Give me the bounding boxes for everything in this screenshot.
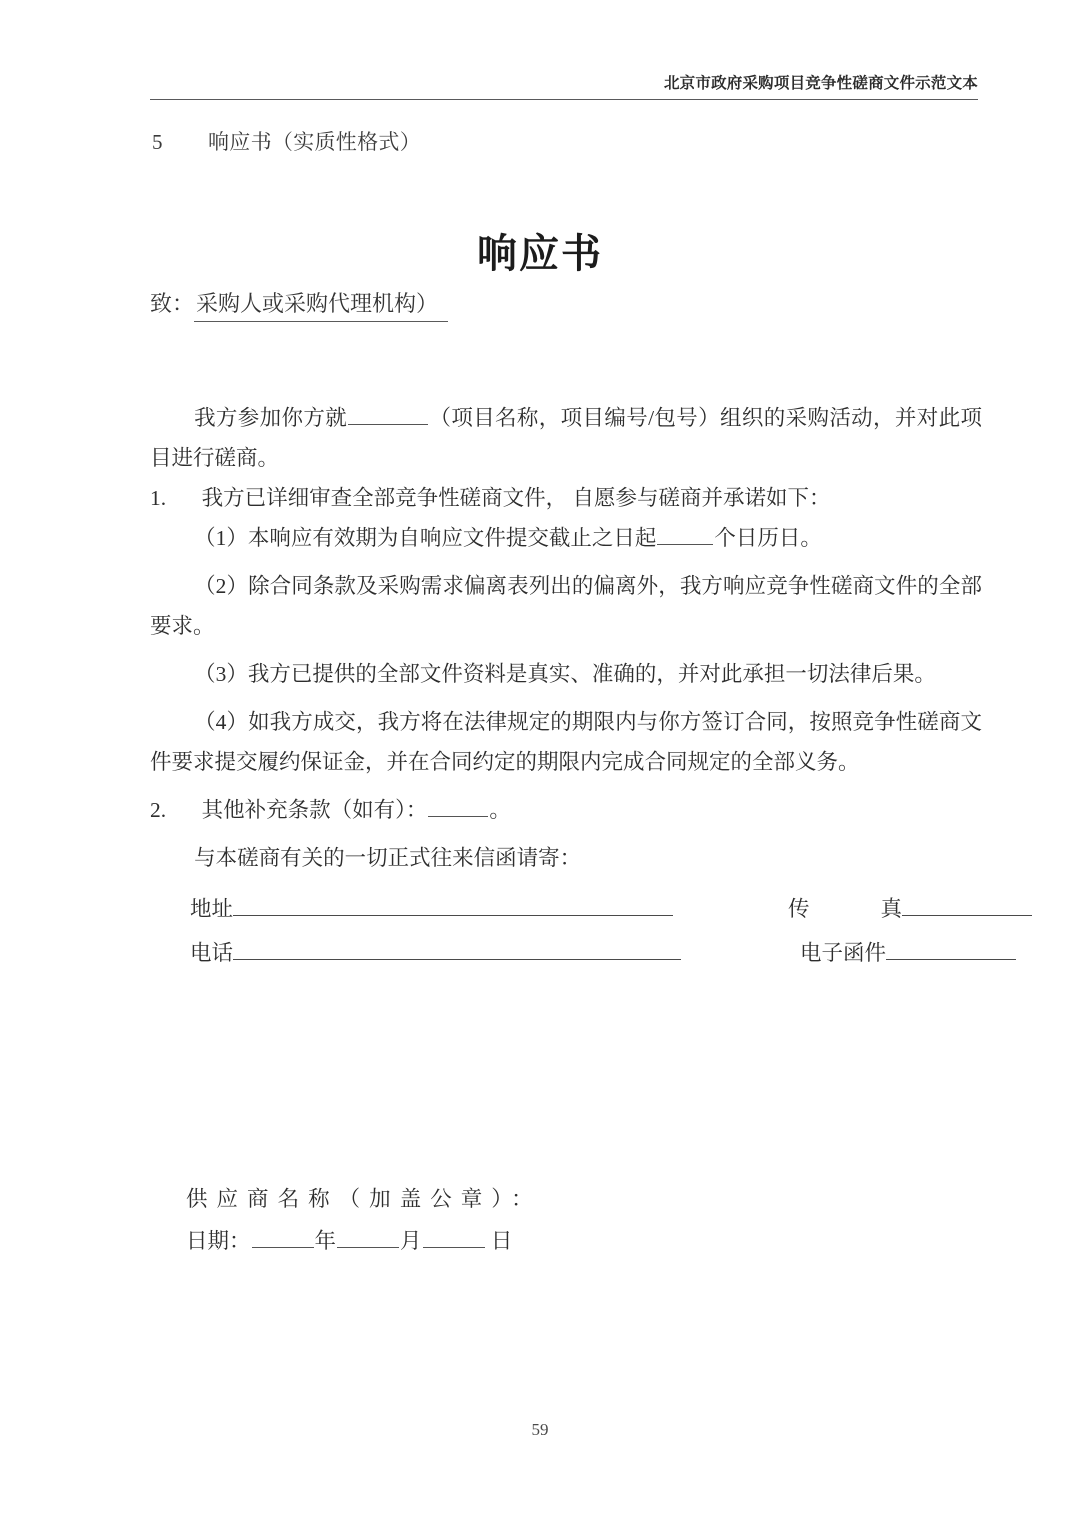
address-field (190, 892, 673, 923)
contact-row-address (150, 892, 982, 936)
sub1-part-2: 个日历日。 (714, 526, 822, 550)
addressee-prefix: 致： (150, 291, 195, 316)
day-unit: 日 (490, 1229, 513, 1253)
email-input-line[interactable] (886, 936, 1016, 960)
paragraph-intro (150, 398, 982, 478)
addressee-line (150, 287, 448, 322)
list-item-1-text: 我方已详细审查全部竞争性磋商文件， 自愿参与磋商并承诺如下： (201, 486, 831, 510)
fax-label-part-2: 真 (880, 897, 902, 921)
phone-field (190, 936, 681, 967)
section-number: 5 (152, 130, 163, 154)
page-title: 响应书 (477, 231, 603, 276)
signature-block (150, 1182, 542, 1266)
address-input-line[interactable] (233, 892, 673, 916)
body-text (150, 398, 982, 878)
intro-part-2: （项目名称，项目编号/包号）组织的采购活动，并对此项目进行磋商。 (150, 406, 982, 470)
list-item-1-label: 1. (150, 486, 167, 510)
list-item-2 (150, 790, 982, 830)
validity-days-blank[interactable] (657, 522, 713, 545)
year-unit: 年 (314, 1229, 337, 1253)
phone-input-line[interactable] (233, 936, 681, 960)
list-item-2-text: 其他补充条款（如有）： (201, 798, 428, 822)
list-item-1-3: （3）我方已提供的全部文件资料是真实、准确的，并对此承担一切法律后果。 (194, 662, 936, 686)
sub1-part-1: （1）本响应有效期为自响应文件提交截止之日起 (194, 526, 657, 550)
fax-input-line[interactable] (902, 892, 1032, 916)
email-field (800, 936, 1016, 967)
header-divider (150, 99, 978, 100)
month-unit: 月 (400, 1229, 422, 1253)
running-header: 北京市政府采购项目竞争性磋商文件示范文本 (663, 75, 978, 92)
correspondence-line: 与本磋商有关的一切正式往来信函请寄： (194, 846, 582, 870)
intro-part-1: 我方参加你方就 (194, 406, 348, 430)
date-month-blank[interactable] (337, 1225, 399, 1248)
list-item-2-label: 2. (150, 798, 167, 822)
list-item-1-2: （2）除合同条款及采购需求偏离表列出的偏离外，我方响应竞争性磋商文件的全部要求。 (150, 574, 982, 638)
list-item-1-4: （4）如我方成交，我方将在法律规定的期限内与你方签订合同，按照竞争性磋商文件要求提交履约保证金，并在合同约定的期限内完成合同规定的全部义务。 (150, 710, 982, 774)
list-item-1 (150, 478, 982, 518)
page-number: 59 (531, 1420, 549, 1439)
contact-block (150, 892, 982, 980)
date-year-blank[interactable] (252, 1225, 314, 1248)
address-label: 地址 (190, 897, 234, 921)
addressee-target: 采购人或采购代理机构） (194, 287, 448, 322)
date-line (150, 1224, 542, 1266)
supplier-name-label: 供应商名称（加盖公章）： (186, 1187, 542, 1211)
fax-field (788, 892, 1032, 923)
contact-row-phone (150, 936, 982, 980)
date-day-blank[interactable] (423, 1225, 485, 1248)
section-heading (152, 126, 421, 156)
phone-label: 电话 (190, 941, 234, 965)
email-label: 电子函件 (800, 941, 887, 965)
project-name-blank[interactable] (348, 402, 428, 425)
section-title: 响应书（实质性格式） (208, 130, 421, 154)
date-prefix: 日期： (186, 1229, 251, 1253)
supplementary-terms-blank[interactable] (428, 794, 488, 817)
list-item-2-suffix: 。 (489, 798, 511, 822)
list-item-1-1 (150, 518, 982, 558)
fax-label-part-1: 传 (788, 897, 810, 921)
